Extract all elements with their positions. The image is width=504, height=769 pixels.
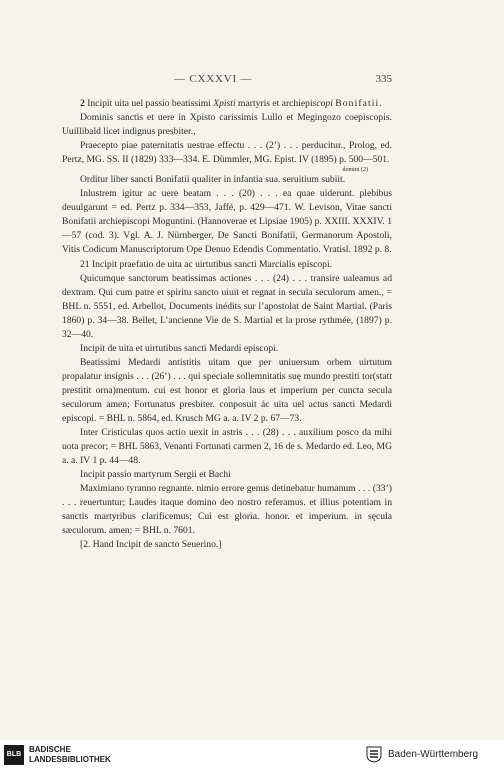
library-footer bbox=[0, 740, 504, 769]
page-header bbox=[62, 73, 392, 89]
blb-logo-icon[interactable]: BLB bbox=[4, 745, 24, 765]
paragraph: Orditur liber sancti Bonifatii qualiter in infantia sua. seruitium subiit. bbox=[80, 174, 346, 186]
marginal-note: domini (2) bbox=[342, 167, 368, 174]
paragraph: Beatissimi Medardi antistitis uitam que per uniuersum orbem uirtutum propalatur insignis . . . (26’) . . . qui speciale sollemnitatis suę mundo prestiti tor(statt prestitit orna)mentum. cui est honor et gloria laus et imperium per cuncta secula seculorum amen; Fortunatus presbiter. conposuit ác uita uel actus sancti Medardi episcopi. = BHL n. 5864, ed. Krusch MG a. a. IV 2 p. 67—73. bbox=[62, 356, 392, 425]
entry-2-title: 2 Incipit uita uel passio beatissimi Xpisti martyris et archiepiscopi Bonifatii. bbox=[80, 98, 383, 109]
paragraph: Maximiano tyranno regnante. nimio errore genus detinebatur humanum . . . (33’) . . . reuertuntur; Laudes itaque domino deo nostro referamus. et illius potentiam in sanctis martyribus clarificemus; Cui est gloria. honor. et imperium. in sęcula sæculorum. amen; = BHL n. 7601. bbox=[62, 483, 392, 537]
paragraph: Inlustrem igitur ac uere beatam . . . (20) . . . ea quae uiderunt. plebibus deuulgarunt = ed. Pertz p. 334—353, Jaffé, p. 429—471. W. Levison, Vitae sancti Bonifatii archiepiscopi Moguntini. (Hannoverae et Lipsiae 1905) p. XXIII. XXXIV. 1—57 (cod. 3). Vgl. A. J. Nürnberger, De Sancti Bonifatii, Germanorum Apostoli, Vitis Codicum Manuscriptorum Ope Denuo Edendis Commentatio. Vratisl. 1892 p. 8. bbox=[62, 188, 392, 256]
paragraph: Inter Cristiculas quos actio uexit in astris . . . (28) . . . auxilium posco da mihi uota precor; = BHL 5863, Venanti Fortunati carmen 2, 16 de s. Medardo ed. Leo, MG a. a. IV 1 p. 44—48. bbox=[62, 427, 392, 467]
coat-of-arms-icon bbox=[366, 746, 382, 763]
state-name: Baden-Württemberg bbox=[388, 749, 479, 760]
entry-21-title: 21 Incipit praefatio de uita ac uirtutibus sancti Marcialis episcopi. bbox=[80, 258, 333, 270]
paragraph: [2. Hand Incipit de sancto Seuerino.] bbox=[80, 539, 222, 551]
paragraph: Praecepto piae paternitatis uestrae effectu . . . (2’) . . . perducitur., Prolog, ed. Pertz, MG. SS. II (1829) 333—334. E. Dümmler, MG. Epist. IV (1895) p. 500—501. bbox=[62, 140, 392, 166]
paragraph: Quicumque sanctorum beatissimas actiones . . . (24) . . . transire ualeamus ad dextram. Qui cum patre et spiritu sancto uiuit et regnat in secula seculorum amen., = BHL n. 5551, ed. Arbellot, Documents inédits sur l’apostolat de Saint Martial. (Paris 1860) p. 34—38. Bellet, L’ancienne Vie de S. Martial et la prose rythmée, (1897) p. 32—40. bbox=[62, 272, 392, 340]
library-name: BADISCHE LANDESBIBLIOTHEK bbox=[29, 745, 111, 764]
roman-numeral: — CXXXVI — bbox=[174, 73, 253, 85]
page-number: 335 bbox=[375, 73, 392, 85]
paragraph: Incipit de uita et uirtutibus sancti Medardi episcopi. bbox=[80, 342, 279, 354]
body-text bbox=[62, 97, 392, 553]
paragraph: Dominis sanctis et uere in Xpisto carissimis Lullo et Megingozo coepiscopis. Uuillibald licet indignus presbiter., bbox=[62, 112, 392, 138]
paragraph: Incipit passio martyrum Sergii et Bachi bbox=[80, 469, 231, 481]
